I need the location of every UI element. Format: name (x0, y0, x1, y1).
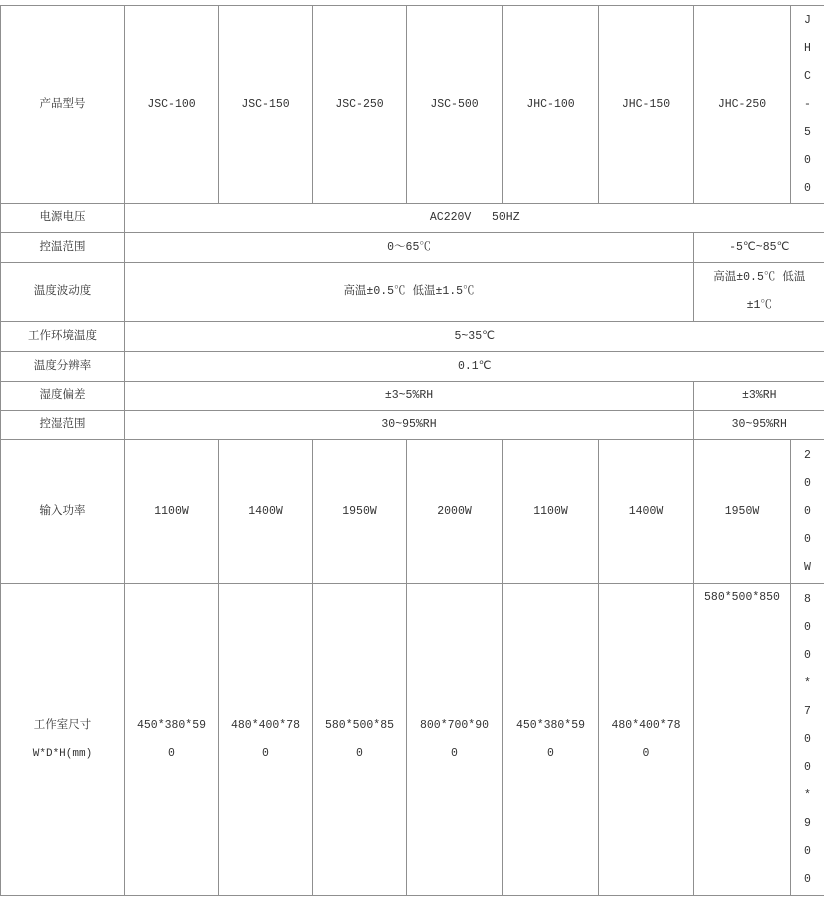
model-cell-jhc-250: JHC-250 (694, 6, 791, 204)
temp-range-main-value: 0～65℃ (125, 233, 694, 263)
spec-table (0, 5, 824, 896)
chamber-size-value: 800*700*900 (804, 592, 811, 886)
input-power-cell (791, 440, 824, 584)
model-cell-jsc-100: JSC-100 (125, 6, 219, 204)
chamber-size-cell (125, 584, 219, 896)
chamber-size-cell: 580*500*850 (694, 584, 791, 896)
row-temp-range (1, 233, 824, 263)
row-power-voltage (1, 204, 824, 233)
row-label-input-power: 输入功率 (1, 440, 125, 584)
voltage-value: AC220V 50HZ (125, 204, 824, 233)
input-power-cell: 2000W (407, 440, 503, 584)
row-label-temp-fluctuation: 温度波动度 (1, 263, 125, 322)
model-cell-jhc-100: JHC-100 (503, 6, 599, 204)
model-cell-jhc-150: JHC-150 (599, 6, 694, 204)
chamber-size-cell (599, 584, 694, 896)
model-cell-jhc-500 (791, 6, 824, 204)
temp-resolution-value: 0.1℃ (125, 352, 824, 382)
chamber-size-value: 450*380*590 (515, 718, 585, 760)
row-humidity-range (1, 411, 824, 440)
ambient-temp-value: 5~35℃ (125, 322, 824, 352)
row-label-voltage: 电源电压 (1, 204, 125, 233)
chamber-size-value: 580*500*850 (324, 718, 394, 760)
row-input-power (1, 440, 824, 584)
humidity-deviation-main-value: ±3~5%RH (125, 382, 694, 411)
humidity-deviation-last-value: ±3%RH (694, 382, 824, 411)
input-power-cell-text: 2000W (804, 448, 811, 574)
input-power-cell: 1950W (694, 440, 791, 584)
chamber-size-unit: W*D*H(mm) (32, 747, 93, 760)
model-cell-jsc-150: JSC-150 (219, 6, 313, 204)
input-power-cell: 1950W (313, 440, 407, 584)
humidity-range-main-value: 30~95%RH (125, 411, 694, 440)
chamber-size-cell (313, 584, 407, 896)
chamber-size-value: 480*400*780 (611, 718, 681, 760)
row-label-model: 产品型号 (1, 6, 125, 204)
row-label-humidity-deviation: 湿度偏差 (1, 382, 125, 411)
row-label-chamber-size (1, 584, 125, 896)
chamber-size-cell (407, 584, 503, 896)
input-power-cell: 1100W (503, 440, 599, 584)
row-humidity-deviation (1, 382, 824, 411)
humidity-range-last-value: 30~95%RH (694, 411, 824, 440)
temp-fluctuation-main-value: 高温±0.5℃ 低温±1.5℃ (125, 263, 694, 322)
chamber-size-label: 工作室尺寸 (33, 718, 92, 732)
temp-fluctuation-last-value: 高温±0.5℃ 低温±1℃ (713, 271, 806, 312)
model-cell-jsc-250: JSC-250 (313, 6, 407, 204)
chamber-size-value: 480*400*780 (230, 718, 300, 760)
model-cell-jhc-500-text: JHC-500 (804, 13, 811, 195)
input-power-cell: 1100W (125, 440, 219, 584)
row-chamber-size (1, 584, 824, 896)
chamber-size-value: 800*700*900 (419, 718, 489, 760)
input-power-cell: 1400W (219, 440, 313, 584)
chamber-size-value: 450*380*590 (136, 718, 206, 760)
row-label-temp-range: 控温范围 (1, 233, 125, 263)
header-row (1, 6, 824, 204)
temp-range-last-value: -5℃~85℃ (694, 233, 824, 263)
chamber-size-cell (791, 584, 824, 896)
chamber-size-cell (503, 584, 599, 896)
row-temp-fluctuation (1, 263, 824, 322)
input-power-cell: 1400W (599, 440, 694, 584)
chamber-size-cell (219, 584, 313, 896)
row-ambient-temp (1, 322, 824, 352)
model-cell-jsc-500: JSC-500 (407, 6, 503, 204)
row-label-temp-resolution: 温度分辨率 (1, 352, 125, 382)
row-label-humidity-range: 控湿范围 (1, 411, 125, 440)
row-label-ambient-temp: 工作环境温度 (1, 322, 125, 352)
temp-fluctuation-last-cell (694, 263, 824, 322)
row-temp-resolution (1, 352, 824, 382)
